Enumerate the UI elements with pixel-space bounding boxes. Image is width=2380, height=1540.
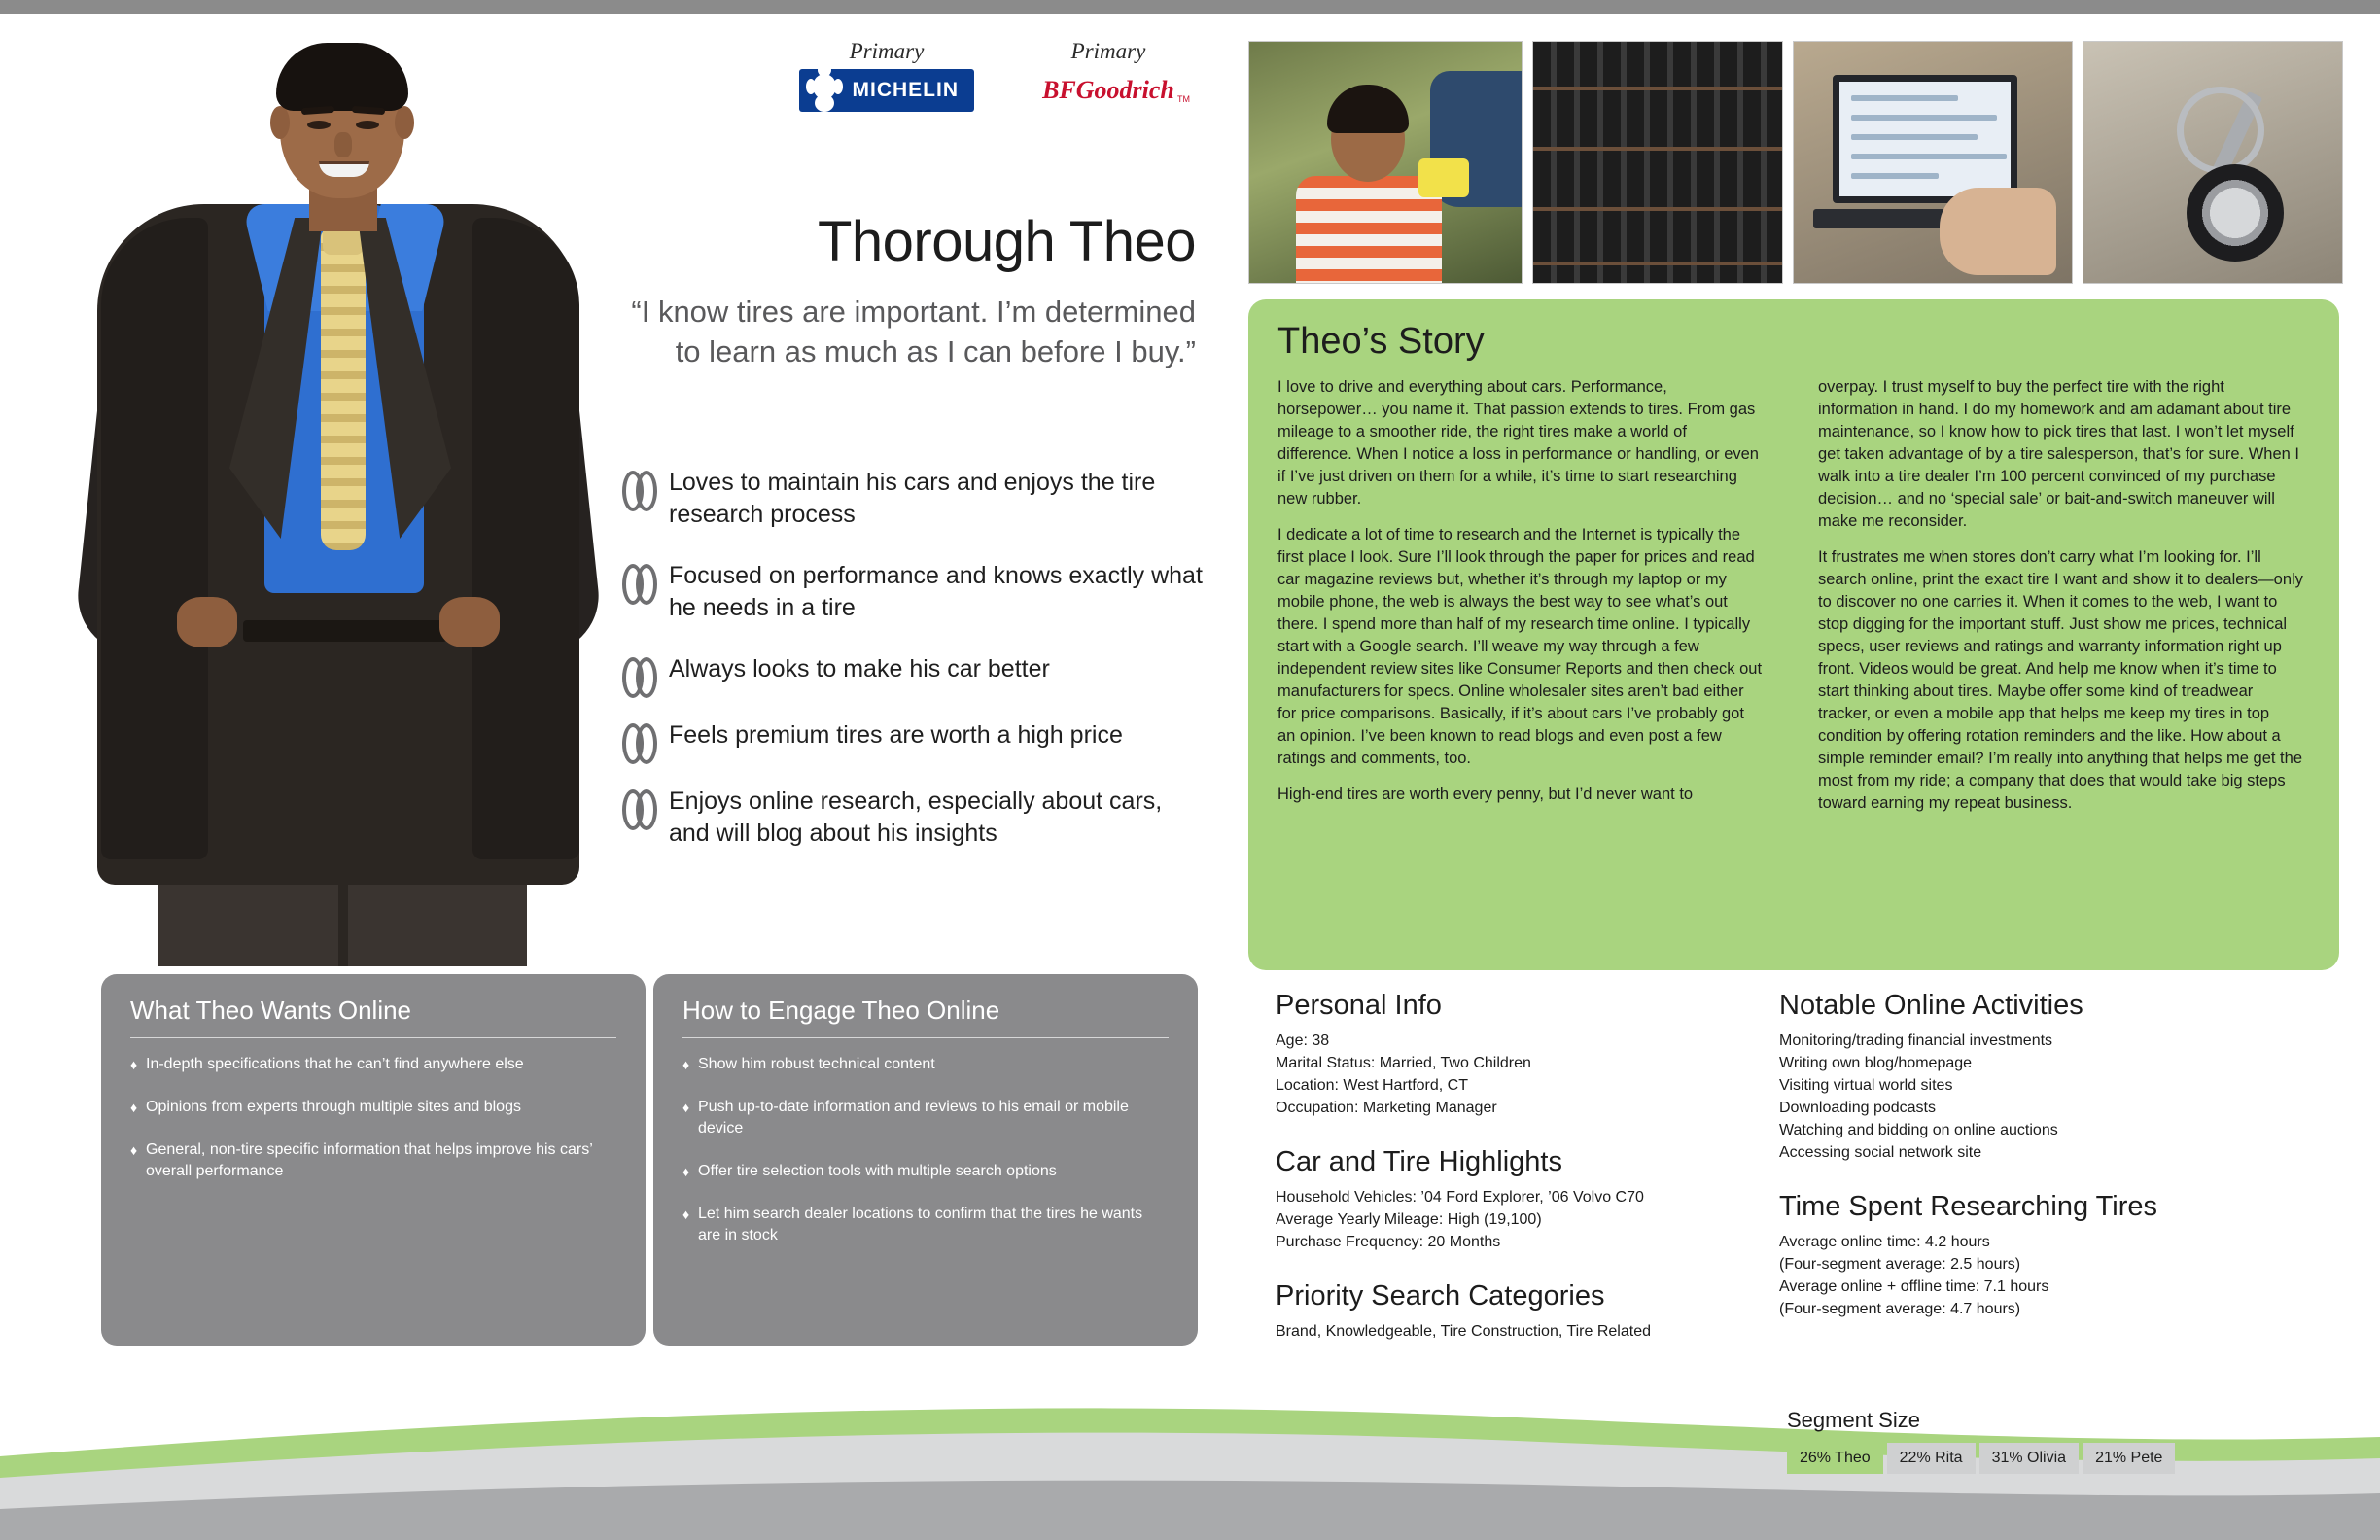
belt <box>243 620 447 642</box>
theo-story-panel <box>1248 299 2339 970</box>
hand-shape <box>1940 188 2056 275</box>
michelin-logo <box>799 69 974 112</box>
sponge-shape <box>1418 158 1469 197</box>
screen-line <box>1851 134 1978 140</box>
activity-line: Watching and bidding on online auctions <box>1779 1122 2058 1138</box>
list-item <box>653 1204 1198 1268</box>
car-highlights-title: Car and Tire Highlights <box>1276 1146 1562 1177</box>
persona-portrait-photo <box>0 14 661 966</box>
top-grey-band <box>0 0 2380 14</box>
tire-stack-shape <box>1533 42 1783 284</box>
time-spent-line: Average online time: 4.2 hours <box>1779 1234 1990 1250</box>
wants-box-title: What Theo Wants Online <box>130 996 412 1025</box>
segment-chip-pete[interactable]: 21% Pete <box>2082 1443 2175 1474</box>
bfgoodrich-brand-block <box>1017 39 1200 112</box>
personal-info-line: Location: West Hartford, CT <box>1276 1077 1468 1094</box>
bfgoodrich-primary-label: Primary <box>1070 39 1146 63</box>
list-item <box>622 653 1206 690</box>
bfgoodrich-wordmark: BFGoodrich <box>1042 76 1174 104</box>
segment-size-title: Segment Size <box>1787 1408 1920 1432</box>
stacked-tires-photo <box>1532 41 1783 284</box>
what-theo-wants-box <box>101 974 646 1346</box>
boy-hair-shape <box>1327 85 1409 133</box>
michelin-man-icon <box>805 61 844 116</box>
tread-line <box>1533 147 1783 151</box>
engage-item-text: Push up-to-date information and reviews to his email or mobile device <box>698 1099 1129 1137</box>
tire-icon <box>622 564 651 597</box>
right-eye <box>356 121 379 129</box>
notable-activities-title: Notable Online Activities <box>1779 990 2083 1021</box>
left-info-column <box>1276 990 1781 1343</box>
jacket-right-shadow <box>472 218 579 859</box>
diamond-icon: ♦ <box>682 1100 690 1115</box>
personal-info-line: Occupation: Marketing Manager <box>1276 1100 1497 1116</box>
wants-item-text: Opinions from experts through multiple sites and blogs <box>146 1099 521 1115</box>
list-item <box>101 1139 646 1204</box>
bfgoodrich-tm: TM <box>1177 94 1190 104</box>
priority-search-line: Brand, Knowledgeable, Tire Construction, Tire Related <box>1276 1323 1651 1340</box>
list-item <box>653 1161 1198 1204</box>
wants-item-text: General, non-tire specific information that helps improve his cars’ overall performance <box>146 1141 593 1179</box>
time-spent-line: (Four-segment average: 2.5 hours) <box>1779 1256 2021 1273</box>
smile <box>319 161 369 177</box>
how-to-engage-box <box>653 974 1198 1346</box>
time-spent-line: Average online + offline time: 7.1 hours <box>1779 1278 2049 1295</box>
left-ear <box>270 106 290 139</box>
left-eye <box>307 121 331 129</box>
right-info-column <box>1779 990 2324 1320</box>
diamond-icon: ♦ <box>130 1057 138 1072</box>
activity-line: Monitoring/trading financial investments <box>1779 1032 2053 1049</box>
list-item <box>622 467 1206 531</box>
tread-line <box>1533 262 1783 265</box>
right-hand <box>439 597 500 648</box>
story-paragraph: overpay. I trust myself to buy the perfect tire with the right information in hand. I do my homework and am adamant about tire maintenance, so I know how to pick tires that last. I won’t let myself get taken advantage of by a tire salesperson, that’s for sure. When I walk into a tire dealer I’m 100 percent convinced of my purchase decision… and no ‘special sale’ or bait-and-switch maneuver will make me reconsider. <box>1818 378 2299 530</box>
tire-icon <box>622 723 651 756</box>
keychain-wheel-photo <box>2082 41 2343 284</box>
story-paragraph: High-end tires are worth every penny, but I’d never want to <box>1278 786 1694 803</box>
priority-search-title: Priority Search Categories <box>1276 1280 1605 1312</box>
engage-box-title: How to Engage Theo Online <box>682 996 1000 1025</box>
tread-line <box>1533 87 1783 90</box>
list-item <box>101 1097 646 1139</box>
segment-chip-rita[interactable]: 22% Rita <box>1887 1443 1976 1474</box>
screen-line <box>1851 115 1997 121</box>
segment-chip-theo[interactable]: 26% Theo <box>1787 1443 1883 1474</box>
activity-line: Accessing social network site <box>1779 1144 1982 1161</box>
laptop-research-photo <box>1793 41 2073 284</box>
michelin-wordmark: MICHELIN <box>852 79 959 101</box>
personal-info-line: Age: 38 <box>1276 1032 1330 1049</box>
list-item <box>622 786 1206 850</box>
list-item <box>653 1097 1198 1161</box>
tire-icon <box>622 657 651 690</box>
personal-info-line: Marital Status: Married, Two Children <box>1276 1055 1531 1071</box>
screen-line <box>1851 95 1958 101</box>
diamond-icon: ♦ <box>130 1142 138 1158</box>
michelin-brand-block <box>799 39 974 112</box>
activity-line: Visiting virtual world sites <box>1779 1077 1953 1094</box>
divider <box>682 1037 1169 1038</box>
michelin-primary-label: Primary <box>849 39 925 63</box>
engage-item-text: Let him search dealer locations to confirm that the tires he wants are in stock <box>698 1206 1143 1243</box>
left-hand <box>177 597 237 648</box>
segment-size-block <box>1787 1408 2331 1474</box>
activity-line: Downloading podcasts <box>1779 1100 1936 1116</box>
trait-text: Enjoys online research, especially about cars, and will blog about his insights <box>669 788 1163 847</box>
story-paragraph: I love to drive and everything about cars. Performance, horsepower… you name it. That passion extends to tires. From gas mileage to a smoother ride, the right tires make a world of difference. When I notice a loss in performance or handling, or even if I’ve just driven on them for a while, it’s time to start researching new rubber. <box>1278 378 1759 508</box>
story-title: Theo’s Story <box>1278 321 1485 362</box>
story-left-column <box>1278 376 1766 828</box>
diamond-icon: ♦ <box>130 1100 138 1115</box>
mini-wheel-shape <box>2187 164 2284 262</box>
list-item <box>622 719 1206 756</box>
segment-chip-row <box>1787 1443 2331 1474</box>
screen-line <box>1851 173 1939 179</box>
page-title: Thorough Theo <box>817 210 1196 273</box>
tread-line <box>1533 207 1783 211</box>
car-highlights-line: Average Yearly Mileage: High (19,100) <box>1276 1211 1542 1228</box>
time-spent-line: (Four-segment average: 4.7 hours) <box>1779 1301 2021 1317</box>
time-spent-title: Time Spent Researching Tires <box>1779 1191 2157 1222</box>
story-paragraph: It frustrates me when stores don’t carry what I’m looking for. I’ll search online, print the exact tire I want and show it to dealers—only to discover no one carries it. When it comes to the web, I want to stop digging for the important stuff. Just show me prices, technical specs, user reviews and ratings and warranty information right up front. Videos would be great. And help me know when it’s time to start thinking about tires. Maybe offer some kind of treadwear tracker, or even a mobile app that helps me keep my tires in top condition by offering rotation reminders and the like. How about a simple reminder email? I’m really into anything that helps me get the most from my ride; a company that does that would take big steps toward earning my repeat business. <box>1818 548 2303 812</box>
tire-icon <box>622 789 651 822</box>
jacket-left-shadow <box>101 218 208 859</box>
brand-logos <box>739 39 1225 131</box>
engage-item-text: Offer tire selection tools with multiple search options <box>698 1163 1057 1179</box>
wants-item-text: In-depth specifications that he can’t find anywhere else <box>146 1056 524 1072</box>
nose <box>334 132 352 158</box>
car-highlights-line: Household Vehicles: ’04 Ford Explorer, ’06 Volvo C70 <box>1276 1189 1644 1206</box>
list-item <box>101 1054 646 1097</box>
diamond-icon: ♦ <box>682 1057 690 1072</box>
persona-traits-list <box>622 467 1206 879</box>
person-illustration <box>0 14 661 966</box>
story-right-column <box>1818 376 2306 828</box>
bfgoodrich-logo <box>1017 69 1200 112</box>
key-ring-shape <box>2177 87 2264 174</box>
car-highlights-line: Purchase Frequency: 20 Months <box>1276 1234 1501 1250</box>
diamond-icon: ♦ <box>682 1207 690 1222</box>
personal-info-title: Personal Info <box>1276 990 1442 1021</box>
laptop-screen-shape <box>1833 75 2017 203</box>
tire-icon <box>622 471 651 504</box>
trait-text: Always looks to make his car better <box>669 655 1050 682</box>
segment-chip-olivia[interactable]: 31% Olivia <box>1979 1443 2079 1474</box>
divider <box>130 1037 616 1038</box>
story-paragraph: I dedicate a lot of time to research and the Internet is typically the first place I look. Sure I’ll look through the paper for prices and read car magazine reviews but, whether it’s through my laptop or my mobile phone, the web is always the best way to see what’s out there. I spend more than half of my research time online. I typically start with a Google search. I’ll weave my way through a few independent review sites like Consumer Reports and then check out manufacturers for specs. Online wholesaler sites aren’t bad either for price comparisons. Basically, if it’s about cars I’ve probably got an opinion. I’ve been known to read blogs and even post a few ratings and comments, too. <box>1278 526 1763 767</box>
engage-item-text: Show him robust technical content <box>698 1056 935 1072</box>
necktie <box>321 229 366 550</box>
activity-line: Writing own blog/homepage <box>1779 1055 1973 1071</box>
list-item <box>622 560 1206 624</box>
right-ear <box>395 106 414 139</box>
diamond-icon: ♦ <box>682 1164 690 1179</box>
trait-text: Loves to maintain his cars and enjoys the tire research process <box>669 469 1156 528</box>
trait-text: Feels premium tires are worth a high price <box>669 721 1123 749</box>
list-item <box>653 1054 1198 1097</box>
trait-text: Focused on performance and knows exactly what he needs in a tire <box>669 562 1203 621</box>
screen-line <box>1851 154 2007 159</box>
persona-quote: “I know tires are important. I’m determined to learn as much as I can before I buy.” <box>631 295 1196 368</box>
hair <box>276 43 408 111</box>
boy-washing-car-photo <box>1248 41 1522 284</box>
